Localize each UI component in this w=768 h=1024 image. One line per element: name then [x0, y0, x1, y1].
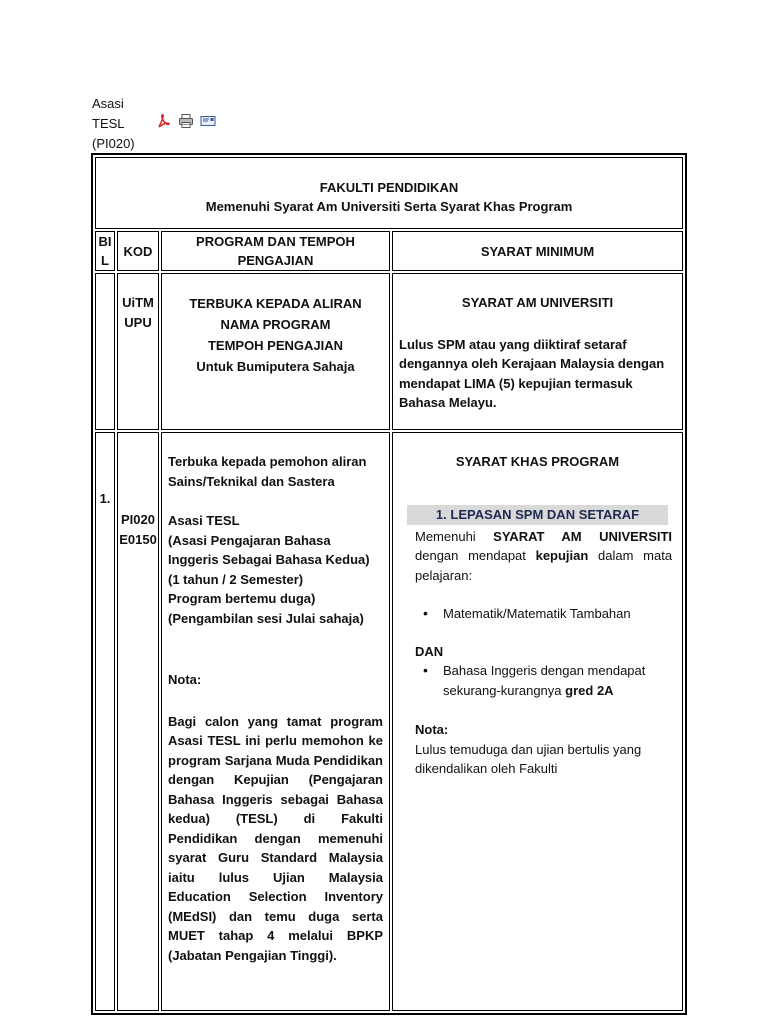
info-program-line-3: TEMPOH PENGAJIAN: [207, 338, 344, 353]
table-row: [95, 273, 683, 430]
title-line-1: Asasi: [92, 96, 124, 111]
col-header-kod: KOD: [117, 231, 159, 271]
main-syarat-cell: [392, 432, 683, 1011]
col-header-bil: [95, 231, 115, 271]
requirement-intro: [399, 525, 676, 586]
syarat-am-text: Lulus SPM atau yang diiktiraf setaraf dengannya oleh Kerajaan Malaysia dengan mendapat LIMA (5) kepujian termasuk Bahasa Melayu.: [399, 336, 665, 410]
main-kod-line-1: PI020: [121, 512, 155, 527]
req-intro-2: dengan mendapat: [415, 548, 526, 563]
program-full-name: (Asasi Pengajaran Bahasa Inggeris Sebagai Bahasa Kedua): [168, 532, 370, 567]
title-line-3: (PI020): [92, 136, 135, 151]
req-intro-bold: SYARAT AM UNIVERSITI: [493, 528, 673, 544]
syarat-am-heading: SYARAT AM UNIVERSITI: [461, 295, 614, 310]
list-item: • Matematik/Matematik Tambahan: [443, 604, 676, 624]
info-program-line-4: Untuk Bumiputera Sahaja: [196, 359, 355, 374]
col-header-program-line-1: PROGRAM DAN TEMPOH: [196, 234, 355, 249]
main-kod-cell: [117, 432, 159, 1011]
nota-label-2: Nota:: [415, 722, 449, 737]
info-kod-line-1: UiTM: [122, 295, 154, 310]
table-row: [95, 432, 683, 1011]
bullet-2-bold: gred 2A: [565, 682, 614, 698]
bullet-2-text: Bahasa Inggeris dengan mendapat sekurang-kurangnya: [443, 663, 646, 698]
email-icon[interactable]: [200, 113, 216, 129]
req-intro-1: Memenuhi: [415, 528, 476, 544]
table-header-cell: [95, 157, 683, 229]
nota-text: Bagi calon yang tamat program Asasi TESL ini perlu memohon ke program Sarjana Muda Pendidikan dengan Kepujian (Pengajaran Bahasa Inggeris sebagai Bahasa kedua) (TESL) di Fakulti Pendidikan dengan memenuhi syarat Guru Standard Malaysia iaitu lulus Ujian Malaysia Education Selection Inventory (MEdSI) dan temu duga serta MUET tahap 4 melalui BPKP (Jabatan Pengajian Tinggi).: [168, 713, 383, 963]
program-name: Asasi TESL: [168, 513, 240, 528]
info-program-line-2: NAMA PROGRAM: [220, 317, 331, 332]
nota-text-2: Lulus temuduga dan ujian bertulis yang dikendalikan oleh Fakulti: [415, 741, 642, 776]
document-title: [92, 94, 135, 154]
info-kod-line-2: UPU: [124, 314, 152, 330]
requirements-table: [91, 153, 687, 1015]
list-item: [443, 661, 676, 700]
col-header-bil-line-1: BI: [98, 234, 112, 249]
main-program-cell: [161, 432, 390, 1011]
print-icon[interactable]: [178, 113, 194, 129]
title-line-2: TESL: [92, 116, 125, 131]
info-program-cell: [161, 273, 390, 430]
req-intro-kepujian: kepujian: [535, 548, 589, 563]
col-header-program-line-2: PENGAJIAN: [237, 253, 314, 268]
req-intro-3: dalam mata pelajaran:: [415, 548, 673, 583]
program-interview: Program bertemu duga): [168, 591, 316, 606]
dan-label: DAN: [415, 643, 444, 659]
main-kod-line-2: E0150: [119, 531, 157, 547]
info-bil-cell: [95, 273, 115, 430]
info-program-line-1: TERBUKA KEPADA ALIRAN: [189, 296, 362, 311]
table-subtitle: Memenuhi Syarat Am Universiti Serta Syarat Khas Program: [205, 199, 573, 214]
program-duration: (1 tahun / 2 Semester): [168, 571, 304, 587]
subject-list-2: [399, 661, 676, 700]
nota-label: Nota:: [168, 672, 202, 687]
subject-list-1: [399, 604, 676, 624]
main-bil-cell: 1.: [95, 432, 115, 1011]
action-icons: [156, 113, 216, 129]
info-syarat-cell: [392, 273, 683, 430]
program-intake: (Pengambilan sesi Julai sahaja): [168, 610, 364, 626]
spm-heading: 1. LEPASAN SPM DAN SETARAF: [407, 505, 668, 525]
open-to-text: Terbuka kepada pemohon aliran Sains/Teknikal dan Sastera: [168, 454, 367, 489]
pdf-icon[interactable]: [156, 113, 172, 129]
col-header-program: [161, 231, 390, 271]
col-header-bil-line-2: L: [101, 253, 109, 268]
info-kod-cell: [117, 273, 159, 430]
syarat-khas-heading: SYARAT KHAS PROGRAM: [455, 454, 620, 469]
faculty-title: FAKULTI PENDIDIKAN: [319, 180, 459, 195]
col-header-syarat: SYARAT MINIMUM: [392, 231, 683, 271]
